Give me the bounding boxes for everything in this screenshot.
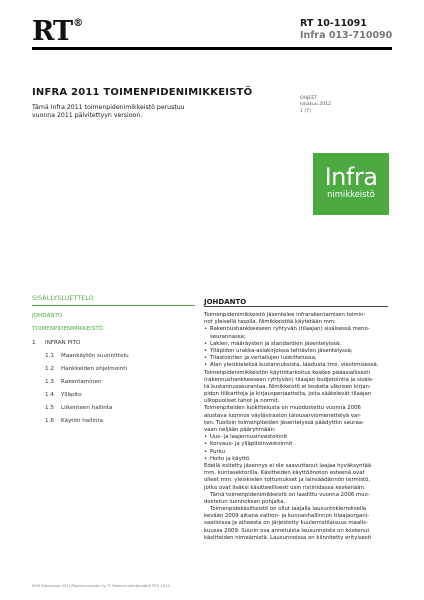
toc-item-number: 1.2	[45, 366, 54, 372]
toc-item[interactable]	[32, 340, 202, 348]
toc-item-number: 1.4	[45, 392, 54, 398]
meta-date: lokakuu 2012	[300, 102, 331, 108]
toc-item-label: Käytön hallinta	[61, 418, 104, 424]
toc-item-label: Liikenteen hallinta	[61, 405, 113, 411]
toc-item[interactable]	[32, 353, 202, 361]
bullet-line: • Korvaus- ja ylläpitoinvestoinnit	[204, 441, 390, 448]
body-line: Toimenpidenimikkeistön käyttötarkoitus koskee pääasiallisesti	[204, 369, 370, 376]
toc-item-label: INFRAN PITO	[45, 340, 81, 346]
body-line: kevään 2009 aikana valtion- ja kunnanhallinnon tilaajaorgani-	[204, 513, 370, 520]
body-line: Toimenpidenimikkeistö jäsentelee infrarakentamisen toimin-	[204, 312, 366, 318]
toc-item-number: 1.5	[45, 405, 54, 411]
toc-divider	[32, 305, 195, 306]
body-line: ulkopuoliset tahot ja normit.	[204, 398, 280, 405]
infra-logo-big: Infra	[324, 163, 378, 191]
toc-heading: SISÄLLYSLUETTELO	[32, 295, 94, 302]
body-line: jotka ovat lisäksi käsitteellisesti osin ristiriidassa keskenään.	[204, 484, 366, 491]
body-line: käsitteiden nimeämistä. Lausunnoissa on kiinnitetty erityisesti	[204, 534, 372, 541]
body-line: not yleisellä tasolla. Nimikkeistöä käytetään mm:	[204, 319, 336, 326]
toc-item[interactable]	[32, 418, 202, 426]
toc-item[interactable]	[32, 392, 202, 400]
body-line: dostetun luonnoksen pohjalta.	[204, 498, 286, 505]
body-line: vaan neljään pääryhmään:	[204, 427, 276, 433]
infra-logo-small: nimikkeistö	[327, 189, 375, 199]
section-divider	[204, 306, 388, 307]
registered-mark: ®	[73, 18, 83, 29]
doc-code: RT 10-11091	[300, 18, 367, 29]
document-meta	[300, 96, 331, 115]
toc-item-label: Maankäytön suunnittelu	[61, 353, 129, 359]
rt-logo	[32, 18, 82, 45]
bullet-line: • Ylläpidon urakka-asiakirjoissa tehtävien jäsentelyssä;	[204, 348, 390, 355]
doc-subcode: Infra 013-710090	[300, 29, 393, 41]
toc-item-label: Ylläpito	[61, 392, 82, 398]
bullet-line: • Uus- ja laajennusinvestoinnit	[204, 434, 390, 441]
body-line: saatioissa ja aiheesta on järjestetty kuulemistilaisuus maalis-	[204, 520, 368, 527]
body-line: (rakennushankkeeseen ryhtyvän) tilaajan budjetointia ja sisäis-	[204, 376, 374, 383]
body-line: seurannassa;	[210, 333, 246, 340]
body-line: Edellä esitetty jäsennys ei ole saavuttanut laajaa hyväksyntää	[204, 462, 372, 469]
body-line: Toimenpiteiden luokittelusta on muodostettu vuonna 2006	[204, 405, 361, 412]
meta-pages: 1 (7)	[300, 108, 311, 114]
rt-logo-text: RT	[32, 16, 73, 47]
body-line: alustava luonnos väyläviraston talousarviomenettelyä var-	[204, 412, 361, 419]
toc-item[interactable]	[32, 366, 202, 374]
body-text	[204, 312, 390, 542]
meta-type: OHJEET	[300, 96, 318, 101]
body-line: mm. kuntasektorilla. Käsitteiden käyttöönoton esteenä ovat	[204, 470, 365, 477]
header-rule	[32, 47, 392, 50]
body-line: Tämä toimenpidenimikkeistö on laadittu vuonna 2006 muo-	[210, 491, 370, 498]
bullet-line: • Tilastointien ja vertailujen luokittelussa;	[204, 355, 390, 362]
toc-item-number: 1.3	[45, 379, 54, 385]
body-line: olleet mm. yleiskielen tottumukset ja lainsäädännön termistö,	[204, 477, 371, 484]
lead-text: Tämä Infra 2011 toimenpidenimikkeistö perustuu vuonna 2011 päivitettyyn versioon.	[32, 104, 185, 120]
bullet-line: • Lakien, määräysten ja standardien jäsentelyissä;	[204, 341, 390, 348]
bullet-line: • Alan yleiskieleksä kustannuksista, laadusta tms. viestimisessä.	[204, 362, 390, 369]
body-line: kuussa 2009. Suurin osa annetuista lausunnoista on koskenut	[204, 527, 370, 534]
bullet-line: • Purku	[204, 449, 390, 456]
toc-item-number: 1.1	[45, 353, 54, 359]
toc-item-number: 1.6	[45, 418, 54, 424]
page-title: INFRA 2011 TOIMENPIDENIMIKKEISTÖ	[32, 87, 253, 98]
toc-link-toimenpidenimikkeisto[interactable]: TOIMENPIDENIMIKKEISTÖ	[32, 326, 104, 332]
toc-item-number: 1	[32, 340, 36, 346]
toc-item[interactable]	[32, 379, 202, 387]
section-heading-johdanto: JOHDANTO	[204, 298, 247, 306]
page-footer: KMS Rakentaja 2012/Rakennustieto Oy © Rakennustietosäätiö RTS 2012	[32, 583, 171, 588]
infra-nimikkeisto-logo	[313, 153, 389, 215]
body-line: Toimenpidekäsitteistö on ollut laajalla lausuntokierroksella	[210, 506, 367, 513]
toc-item-label: Hankkeiden ohjelmointi	[61, 366, 128, 372]
body-line: pidon tilikarttoja ja kirjausperiaatteita, joita säätelevät tilaajan	[204, 391, 372, 398]
doc-code-block	[300, 18, 392, 42]
bullet-line: • Rakennushankkeeseen ryhtyvän (tilaajan) sisäisessä meno-	[204, 326, 390, 333]
bullet-line: • Hoito ja käyttö.	[204, 456, 390, 463]
toc-link-johdanto[interactable]: JOHDANTO	[32, 313, 63, 319]
body-line: tä kustannusseurantaa. Nimikkeistö ei kosketa ulkoisen kirjan-	[204, 383, 371, 390]
toc-item-label: Rakentaminen	[61, 379, 102, 385]
body-line: ten. Tuolloin toimenpiteiden jäsentelyssä päädyttiin seuraa-	[204, 419, 364, 426]
toc-item[interactable]	[32, 405, 202, 413]
